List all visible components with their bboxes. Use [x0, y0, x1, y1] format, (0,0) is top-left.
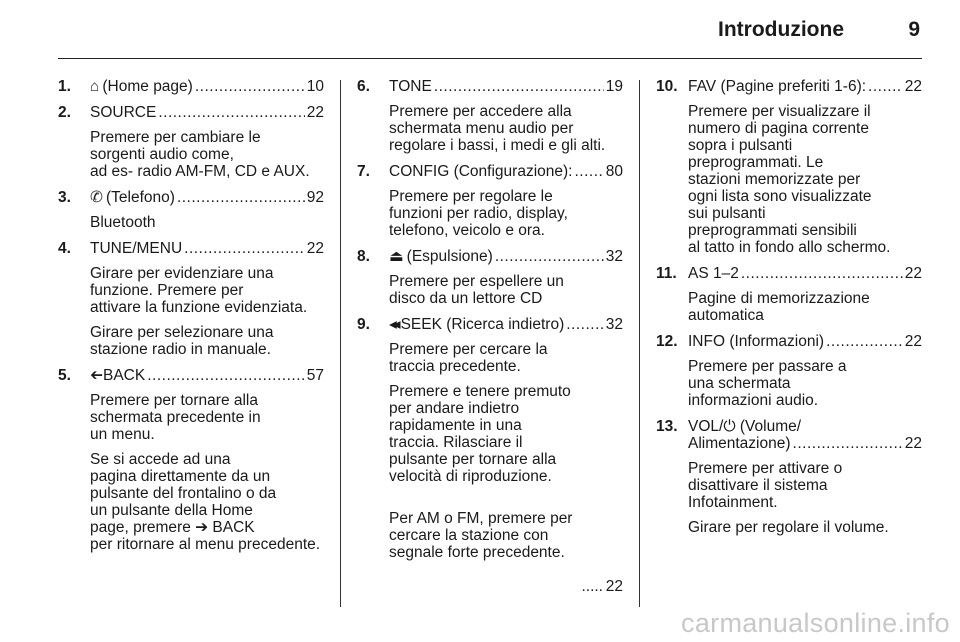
- column-divider: [639, 80, 640, 607]
- item-number: 1.: [58, 78, 71, 95]
- watermark: carmanualsonline.info: [681, 608, 950, 638]
- leader-dots: [177, 189, 305, 206]
- item-description: Premere per tornare alla schermata precedente in un menu.: [90, 392, 261, 443]
- page-title: Introduzione: [718, 18, 844, 41]
- rewind-icon: ◂◂: [389, 316, 397, 333]
- leader-dots: [195, 78, 305, 95]
- item-description: Premere per cercare la traccia precedente.: [389, 341, 548, 375]
- page-ref: 22: [904, 333, 922, 350]
- list-item: [357, 316, 623, 595]
- item-label: AS 1–2: [688, 265, 739, 282]
- item-description: Bluetooth: [90, 214, 156, 231]
- item-label: SEEK (Ricerca indietro): [400, 316, 565, 333]
- item-label: (Espulsione): [406, 248, 493, 265]
- item-number: 11.: [656, 265, 677, 282]
- page-number: 9: [908, 18, 920, 41]
- item-description: Premere per passare a una schermata informazioni audio.: [688, 358, 847, 409]
- page-ref: 19: [605, 78, 623, 95]
- item-label: CONFIG (Configurazione):: [389, 163, 573, 180]
- leader-dots: [574, 163, 603, 180]
- item-description: Se si accede ad una pagina direttamente da un pulsante del frontalino o da un pulsante della Home page, premere ➔ BACK per ritornare al menu precedente.: [90, 451, 321, 553]
- item-label: INFO (Informazioni): [688, 333, 825, 350]
- phone-icon: ✆: [90, 189, 103, 206]
- column-middle: [357, 78, 623, 604]
- home-icon: ⌂: [90, 78, 100, 95]
- page-ref: 32: [605, 248, 623, 265]
- page-ref: 10: [306, 78, 324, 95]
- item-number: 4.: [58, 240, 71, 257]
- item-label-continued: Alimentazione): [688, 435, 791, 452]
- list-item: [58, 240, 324, 358]
- leader-dots: [741, 265, 903, 282]
- list-item: [58, 367, 324, 553]
- page-ref: 22: [904, 265, 922, 282]
- list-item: [357, 248, 623, 307]
- item-number: 7.: [357, 163, 370, 180]
- item-description: Premere per cambiare le sorgenti audio come, ad es- radio AM-FM, CD e AUX.: [90, 129, 310, 180]
- item-number: 12.: [656, 333, 678, 350]
- item-label: (Home page): [102, 78, 193, 95]
- item-description: Girare per evidenziare una funzione. Premere per attivare la funzione evidenziata.: [90, 265, 308, 316]
- page-ref: 22: [904, 435, 922, 452]
- back-arrow-icon: ➔: [90, 367, 103, 384]
- leader-dots: [566, 316, 604, 333]
- leader-dots: [868, 78, 903, 95]
- item-number: 3.: [58, 189, 71, 206]
- page-ref: 22: [306, 104, 324, 121]
- item-description: Premere per accedere alla schermata menu audio per regolare i bassi, i medi e gli alti.: [389, 103, 606, 154]
- leader-dots: [793, 435, 903, 452]
- item-description: Girare per selezionare una stazione radio in manuale.: [90, 324, 274, 358]
- leader-dots: [495, 248, 604, 265]
- item-number: 10.: [656, 78, 678, 95]
- column-divider: [340, 80, 341, 607]
- item-description-text: Per AM o FM, premere per cercare la stazione con segnale forte precedente.: [389, 510, 573, 561]
- item-number: 9.: [357, 316, 370, 333]
- list-item: [58, 189, 324, 231]
- leader-dots: [147, 367, 305, 384]
- page-ref: 57: [306, 367, 324, 384]
- item-label: TONE: [389, 78, 432, 95]
- list-item: [656, 418, 922, 536]
- page-ref: 22: [306, 240, 324, 257]
- item-description: Girare per regolare il volume.: [688, 519, 889, 536]
- item-number: 13.: [656, 418, 678, 435]
- item-label: SOURCE: [90, 104, 157, 121]
- column-right: [656, 78, 922, 545]
- list-item: [656, 265, 922, 324]
- item-description: Premere e tenere premuto per andare indietro rapidamente in una traccia. Rilasciare il pulsante per tornare alla velocità di riproduzione.: [389, 383, 571, 485]
- list-item: [58, 78, 324, 95]
- item-label: (Telefono): [106, 189, 175, 206]
- header-rule: [58, 58, 922, 59]
- list-item: [58, 104, 324, 180]
- item-description: Premere per regolare le funzioni per radio, display, telefono, veicolo e ora.: [389, 188, 568, 239]
- leader-dots: [434, 78, 604, 95]
- item-description: Premere per espellere un disco da un lettore CD: [389, 273, 564, 307]
- column-left: [58, 78, 324, 562]
- list-item: [357, 78, 623, 154]
- leader-dots: [184, 240, 305, 257]
- item-number: 2.: [58, 104, 71, 121]
- eject-icon: ⏏: [389, 248, 404, 265]
- item-label: VOL/⏻ (Volume/: [688, 418, 802, 435]
- page-ref: 80: [605, 163, 623, 180]
- leader-dots: [158, 104, 304, 121]
- leader-dots: [826, 333, 903, 350]
- page-ref: 92: [306, 189, 324, 206]
- item-description: Premere per attivare o disattivare il sistema Infotainment.: [688, 460, 843, 511]
- item-number: 6.: [357, 78, 370, 95]
- page-ref: 22: [605, 578, 623, 595]
- item-description: Pagine di memorizzazione automatica: [688, 290, 870, 324]
- item-label: BACK: [103, 367, 146, 384]
- list-item: [357, 163, 623, 239]
- item-description: Premere per visualizzare il numero di pagina corrente sopra i pulsanti preprogrammati. Le stazioni memorizzate per ogni lista sono visualizzate sui pulsanti preprogrammati sensibili al tatto in fondo allo schermo.: [688, 103, 891, 256]
- leader-dots: .....: [581, 578, 603, 595]
- item-label: FAV (Pagine preferiti 1-6):: [688, 78, 867, 95]
- item-label: TUNE/MENU: [90, 240, 183, 257]
- item-number: 8.: [357, 248, 370, 265]
- item-number: 5.: [58, 367, 71, 384]
- list-item: [656, 333, 922, 409]
- page-ref: 32: [605, 316, 623, 333]
- item-description: [389, 493, 623, 595]
- list-item: [656, 78, 922, 256]
- page-header: [58, 18, 922, 44]
- page-ref: 22: [904, 78, 922, 95]
